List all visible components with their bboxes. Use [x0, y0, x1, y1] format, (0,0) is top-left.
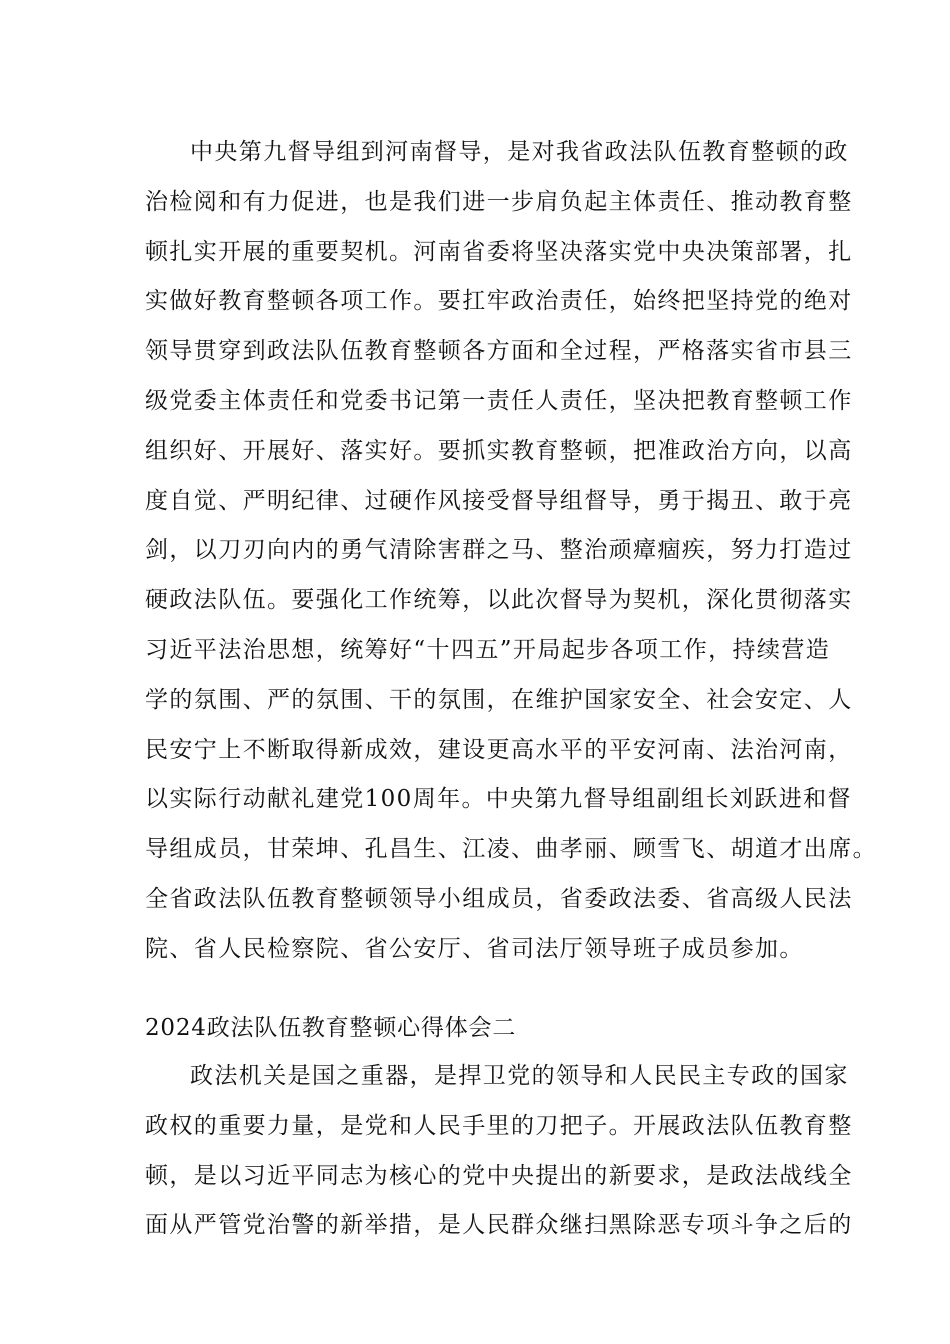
- text-line: 中央第九督导组到河南督导，是对我省政法队伍教育整顿的政: [190, 139, 849, 165]
- text-line: 政法机关是国之重器，是捍卫党的领导和人民民主专政的国家: [190, 1063, 849, 1089]
- section-heading: 2024政法队伍教育整顿心得体会二: [145, 1015, 517, 1041]
- text-line: 硬政法队伍。要强化工作统筹，以此次督导为契机，深化贯彻落实: [145, 587, 853, 614]
- text-line: 院、省人民检察院、省公安厅、省司法厅领导班子成员参加。: [145, 935, 804, 962]
- text-line: 组织好、开展好、落实好。要抓实教育整顿，把准政治方向，以高: [145, 437, 853, 464]
- text-line: 习近平法治思想，统筹好“十四五”开局起步各项工作，持续营造: [145, 637, 831, 663]
- text-line: 面从严管党治警的新举措，是人民群众继扫黑除恶专项斗争之后的: [145, 1212, 853, 1239]
- text-line: 领导贯穿到政法队伍教育整顿各方面和全过程，严格落实省市县三: [145, 338, 853, 365]
- text-line: 以实际行动献礼建党100周年。中央第九督导组副组长刘跃进和督: [145, 786, 852, 813]
- text-line: 级党委主体责任和党委书记第一责任人责任，坚决把教育整顿工作: [145, 388, 853, 414]
- text-line: 实做好教育整顿各项工作。要扛牢政治责任，始终把坚持党的绝对: [145, 288, 853, 315]
- text-line: 度自觉、严明纪律、过硬作风接受督导组督导，勇于揭丑、敢于亮: [145, 487, 853, 514]
- text-line: 顿，是以习近平同志为核心的党中央提出的新要求，是政法战线全: [145, 1162, 853, 1189]
- text-line: 民安宁上不断取得新成效，建设更高水平的平安河南、法治河南，: [145, 736, 853, 763]
- text-line: 顿扎实开展的重要契机。河南省委将坚决落实党中央决策部署，扎: [145, 238, 853, 265]
- text-line: 治检阅和有力促进，也是我们进一步肩负起主体责任、推动教育整: [145, 188, 853, 215]
- text-line: 政权的重要力量，是党和人民手里的刀把子。开展政法队伍教育整: [145, 1112, 853, 1139]
- text-line: 导组成员，甘荣坤、孔昌生、江凌、曲孝丽、顾雪飞、胡道才出席。: [145, 836, 877, 863]
- text-line: 全省政法队伍教育整顿领导小组成员，省委政法委、省高级人民法: [145, 886, 853, 912]
- text-line: 剑，以刀刃向内的勇气清除害群之马、整治顽瘴痼疾，努力打造过: [145, 537, 853, 564]
- text-line: 学的氛围、严的氛围、干的氛围，在维护国家安全、社会安定、人: [145, 686, 853, 713]
